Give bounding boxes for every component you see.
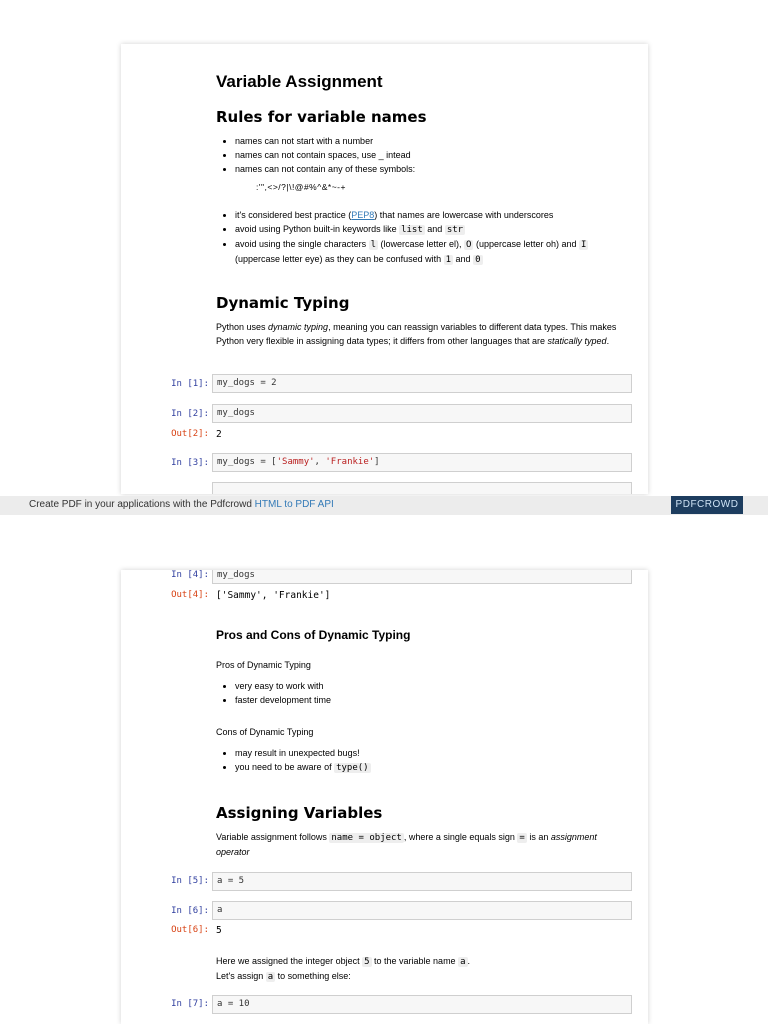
cell-output: ['Sammy', 'Frankie'] (216, 590, 331, 601)
list-item (235, 208, 631, 222)
text: . (467, 956, 471, 966)
code-text: my_dogs = [ (217, 457, 277, 467)
text: (uppercase letter eye) as they can be confused with (235, 254, 444, 264)
inline-code: list (401, 225, 423, 235)
out-prompt: Out[2]: (171, 429, 209, 439)
in-prompt: In [5]: (171, 876, 209, 886)
text: , where a single equals sign (403, 832, 518, 842)
cell-output: 5 (216, 925, 222, 936)
inline-code: type() (336, 763, 369, 773)
inline-code: a (460, 957, 466, 967)
code-cell[interactable]: a = 5 (212, 872, 632, 891)
text: Create PDF in your applications with the Pdfcrowd (29, 499, 255, 510)
emphasis: statically typed (547, 336, 607, 346)
lets-line (216, 969, 631, 984)
page-title: Variable Assignment (216, 72, 383, 91)
text: ) that names are lowercase with underscores (374, 210, 554, 220)
pros-label: Pros of Dynamic Typing (216, 660, 311, 670)
list-item: • names can not contain any of these symbols: (235, 162, 631, 176)
pep8-link[interactable]: PEP8 (351, 210, 375, 220)
in-prompt: In [2]: (171, 409, 209, 419)
inline-code: 5 (364, 957, 370, 967)
cons-label: Cons of Dynamic Typing (216, 727, 314, 737)
text: . (606, 336, 610, 346)
text: , meaning you can reassign variables to different data types. This makes Python very flexible in assigning data types; it differs from other languages that are (216, 322, 617, 346)
list-item: • names can not start with a number (235, 134, 631, 148)
inline-code: str (446, 225, 464, 235)
text: (uppercase letter oh) and (473, 239, 580, 249)
code-text: ] (374, 457, 380, 467)
text: to the variable name (371, 956, 459, 966)
in-prompt: In [1]: (171, 379, 209, 389)
inline-code: a (267, 972, 274, 982)
in-prompt: In [7]: (171, 999, 209, 1009)
list-item (235, 760, 631, 775)
text: Here we assigned the integer object (216, 956, 363, 966)
html-to-pdf-link[interactable]: HTML to PDF API (254, 499, 334, 510)
code-cell[interactable] (212, 453, 632, 472)
list-item: • names can not contain spaces, use _ intead (235, 148, 631, 162)
list-item (235, 237, 631, 267)
here-line (216, 954, 631, 969)
inline-code: I (581, 240, 587, 250)
out-prompt: Out[4]: (171, 590, 209, 600)
code-cell[interactable]: a (212, 901, 632, 920)
list-item: • faster development time (235, 693, 631, 707)
emphasis: assignment operator (216, 832, 597, 857)
out-prompt: Out[6]: (171, 925, 209, 935)
code-cell[interactable]: my_dogs = 2 (212, 374, 632, 393)
rules-heading: Rules for variable names (216, 108, 427, 126)
in-prompt: In [6]: (171, 906, 209, 916)
text: you need to be aware of (235, 762, 335, 772)
code-cell[interactable]: a = 10 (212, 995, 632, 1014)
text: is an (526, 832, 551, 842)
assigning-paragraph (216, 830, 631, 859)
list-item (235, 222, 631, 237)
text: Python uses (216, 322, 269, 332)
code-cell[interactable]: my_dogs (212, 570, 632, 584)
document-page-1 (121, 44, 648, 494)
text: avoid using the single characters (235, 239, 369, 249)
document-page-2 (121, 570, 648, 1024)
text: Variable assignment follows (216, 832, 330, 842)
emphasis: dynamic typing (268, 322, 329, 332)
rules-list (216, 134, 631, 194)
cons-list (216, 746, 631, 775)
text: to something else: (275, 971, 351, 981)
rules-list-2 (216, 208, 631, 267)
pros-cons-heading: Pros and Cons of Dynamic Typing (216, 628, 411, 642)
string-literal: 'Frankie' (325, 457, 375, 467)
explanation-paragraph (216, 954, 631, 984)
inline-code: 0 (475, 255, 481, 265)
pros-list (216, 679, 631, 707)
dynamic-typing-paragraph (216, 320, 631, 348)
dynamic-typing-heading: Dynamic Typing (216, 294, 350, 312)
code-cell[interactable]: my_dogs (212, 404, 632, 423)
text: it's considered best practice ( (235, 210, 352, 220)
in-prompt: In [3]: (171, 458, 209, 468)
list-item: • may result in unexpected bugs! (235, 746, 631, 760)
assigning-variables-heading: Assigning Variables (216, 804, 383, 822)
banner-text (29, 499, 334, 510)
inline-code: name = object (331, 833, 402, 843)
text: and (453, 254, 474, 264)
text: and (424, 224, 445, 234)
inline-code: l (370, 240, 376, 250)
in-prompt: In [4]: (171, 570, 209, 580)
text: avoid using Python built-in keywords like (235, 224, 400, 234)
inline-code: O (466, 240, 472, 250)
pdfcrowd-banner (0, 494, 768, 517)
cell-output: 2 (216, 429, 222, 440)
symbols-line: :'",<>/?|\!@#%^&*~-+ (256, 182, 346, 192)
inline-code: = (519, 833, 525, 843)
inline-code: 1 (445, 255, 452, 265)
list-item: • very easy to work with (235, 679, 631, 693)
code-text: , (314, 457, 326, 467)
text: Let's assign (216, 971, 266, 981)
code-cell-partial (212, 482, 632, 494)
pdfcrowd-button[interactable]: PDFCROWD (671, 496, 743, 514)
string-literal: 'Sammy' (276, 457, 315, 467)
text: (lowercase letter el), (378, 239, 465, 249)
